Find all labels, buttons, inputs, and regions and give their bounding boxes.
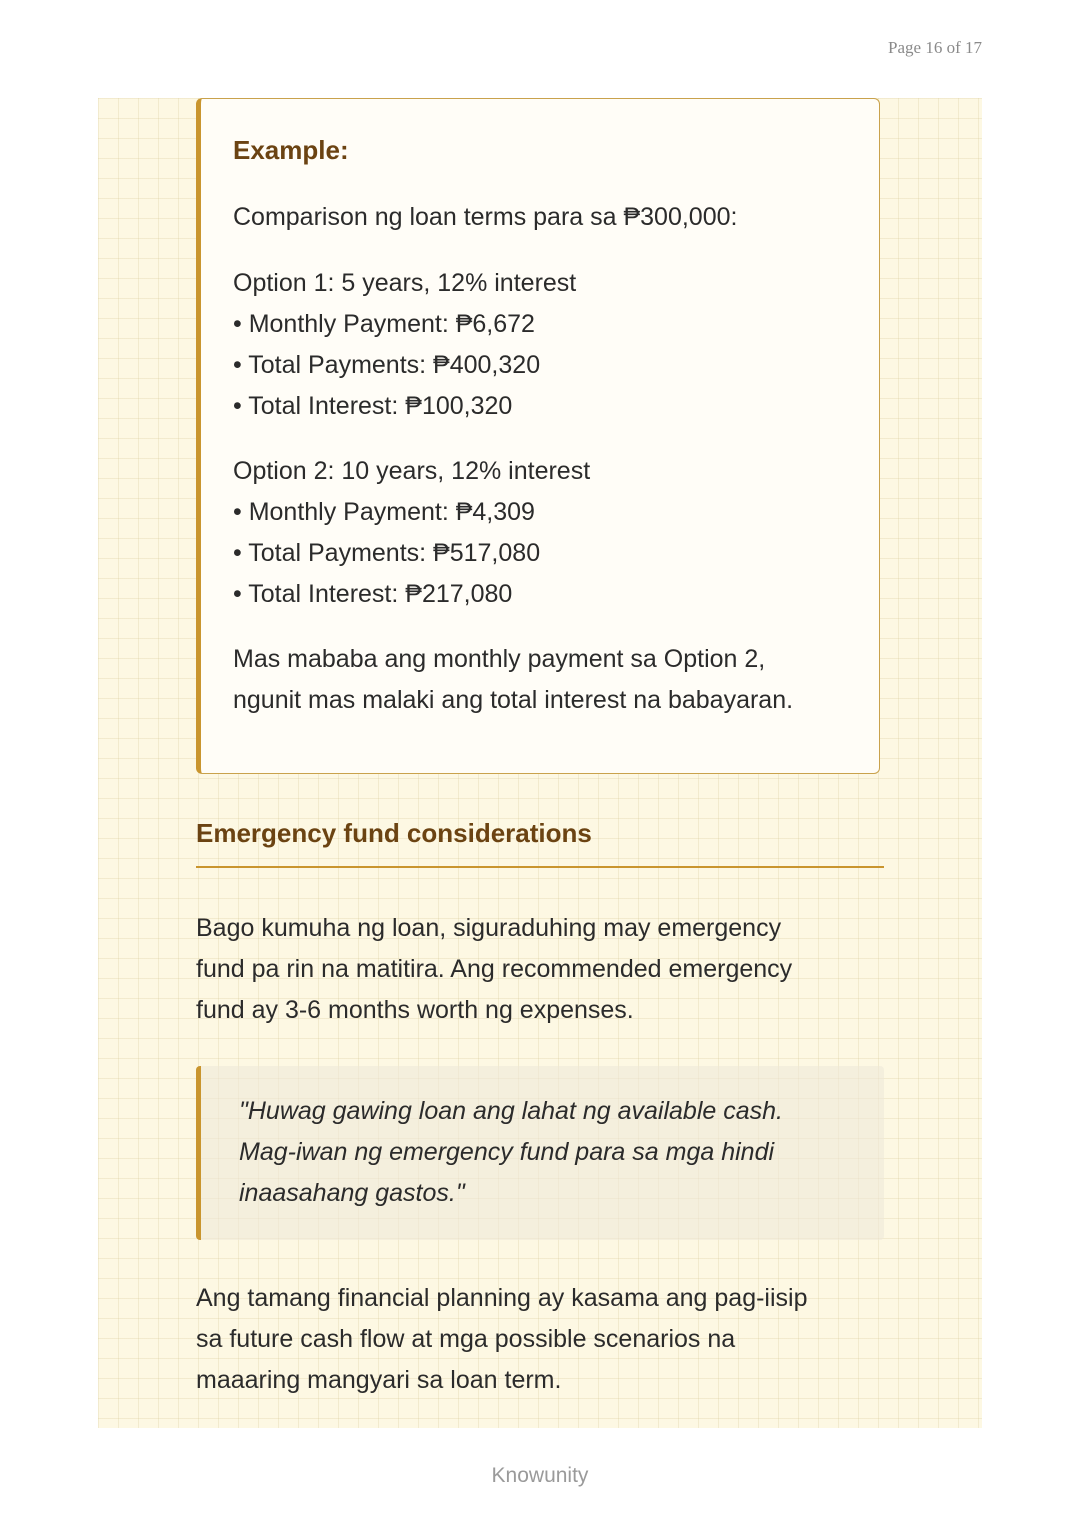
option-2-total-payments: • Total Payments: ₱517,080 [233,539,541,567]
section-heading: Emergency fund considerations [196,818,592,848]
paragraph-line: sa future cash flow at mga possible scenarios na [196,1325,736,1353]
example-title: Example: [233,135,349,165]
paragraph-line: fund ay 3-6 months worth ng expenses. [196,996,634,1024]
quote-block [196,1066,884,1240]
notebook-page [98,98,982,1428]
paragraph-line: fund pa rin na matitira. Ang recommended emergency [196,955,793,983]
paragraph-line: maaaring mangyari sa loan term. [196,1366,562,1394]
example-callout [196,98,880,774]
paragraph-line: Ang tamang financial planning ay kasama ang pag-iisip [196,1284,808,1312]
option-2 [233,451,590,615]
example-conclusion [233,639,793,721]
example-conclusion-line: ngunit mas malaki ang total interest na babayaran. [233,686,794,714]
option-1-monthly-payment: • Monthly Payment: ₱6,672 [233,310,535,338]
option-1-heading: Option 1: 5 years, 12% interest [233,269,577,297]
quote-line: inaasahang gastos." [239,1179,465,1207]
example-intro [233,197,737,238]
option-1-total-interest: • Total Interest: ₱100,320 [233,392,513,420]
page-number: Page 16 of 17 [888,38,982,57]
quote-line: Mag-iwan ng emergency fund para sa mga hindi [239,1138,775,1166]
footer-brand: Knowunity [491,1464,589,1487]
paragraph-line: Bago kumuha ng loan, siguraduhing may emergency [196,914,782,942]
emergency-fund-paragraph [196,908,792,1031]
option-2-monthly-payment: • Monthly Payment: ₱4,309 [233,498,535,526]
section-divider [196,866,884,868]
option-2-heading: Option 2: 10 years, 12% interest [233,457,591,485]
quote-line: "Huwag gawing loan ang lahat ng available cash. [239,1097,783,1125]
example-intro-line: Comparison ng loan terms para sa ₱300,000: [233,203,738,231]
option-1-total-payments: • Total Payments: ₱400,320 [233,351,541,379]
option-1 [233,263,576,427]
option-2-total-interest: • Total Interest: ₱217,080 [233,580,513,608]
example-conclusion-line: Mas mababa ang monthly payment sa Option 2, [233,645,766,673]
financial-planning-paragraph [196,1278,808,1401]
quote-text [239,1091,783,1214]
